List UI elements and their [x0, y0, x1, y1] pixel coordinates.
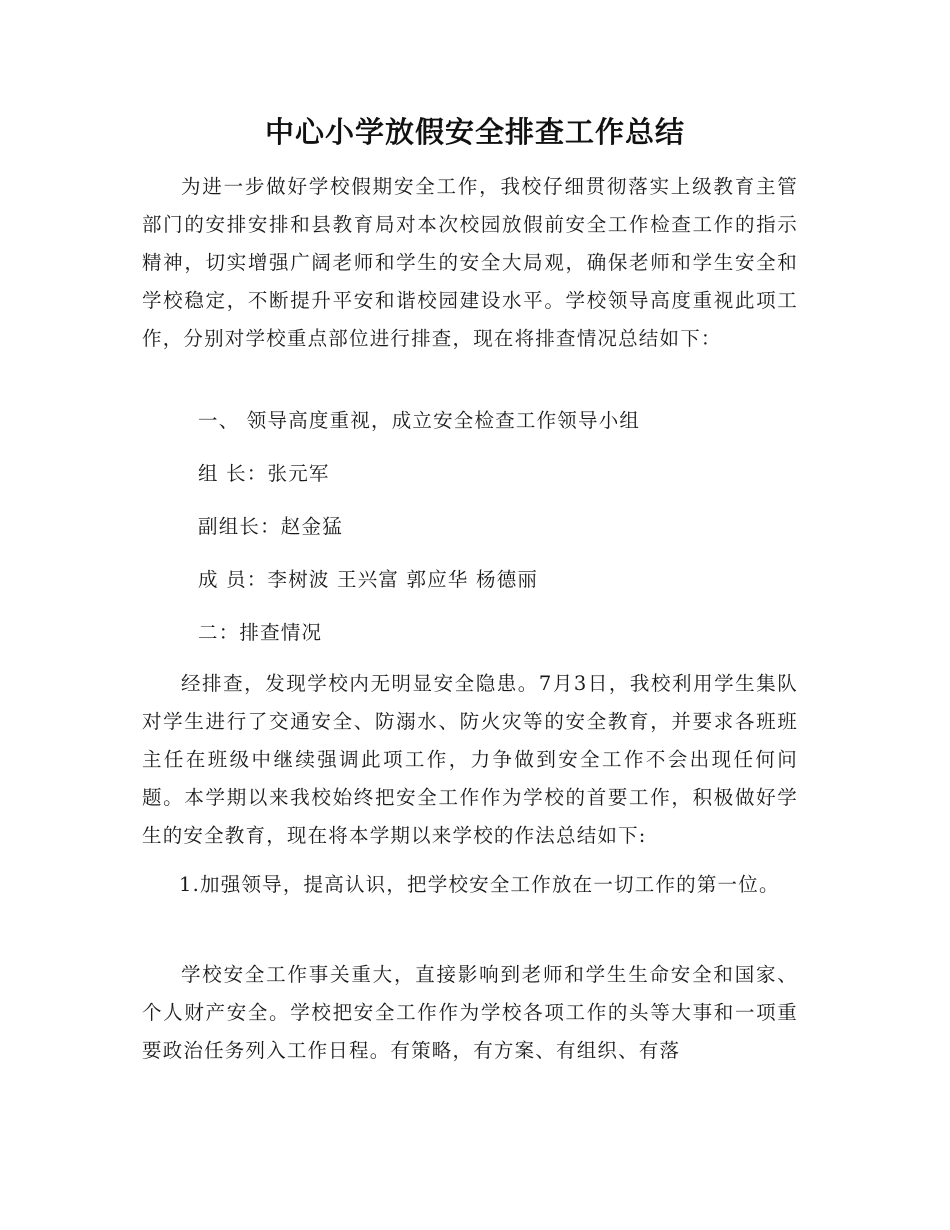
- point-1-heading: 1.加强领导，提高认识，把学校安全工作放在一切工作的第一位。: [179, 873, 780, 896]
- document-title: 中心小学放假安全排查工作总结: [264, 115, 685, 149]
- members-line: 成 员：李树波 王兴富 郭应华 杨德丽: [198, 568, 539, 591]
- point-1-paragraph: 学校安全工作事关重大，直接影响到老师和学生生命安全和国家、个人财产安全。学校把安全工作作为学校各项工作的头等大事和一项重要政治任务列入工作日程。有策略，有方案、有组织、有落: [142, 963, 798, 1062]
- section-heading-leadership: 一、 领导高度重视，成立安全检查工作领导小组: [198, 409, 641, 432]
- intro-paragraph: 为进一步做好学校假期安全工作，我校仔细贯彻落实上级教育主管部门的安排安排和县教育局对本次校园放假前安全工作检查工作的指示精神，切实增强广阔老师和学生的安全大局观，确保老师和学生安全和学校稳定，不断提升平安和谐校园建设水平。学校领导高度重视此项工作，分别对学校重点部位进行排查，现在将排查情况总结如下：: [142, 175, 798, 350]
- deputy-leader-line: 副组长：赵金猛: [198, 515, 343, 538]
- inspection-paragraph: 经排查，发现学校内无明显安全隐患。7月3日，我校利用学生集队对学生进行了交通安全、防溺水、防火灾等的安全教育，并要求各班班主任在班级中继续强调此项工作，力争做到安全工作不会出现任何问题。本学期以来我校始终把安全工作作为学校的首要工作，积极做好学生的安全教育，现在将本学期以来学校的作法总结如下:: [142, 672, 798, 847]
- leader-line: 组 长：张元军: [198, 462, 330, 485]
- section-heading-inspection: 二：排查情况: [198, 621, 323, 644]
